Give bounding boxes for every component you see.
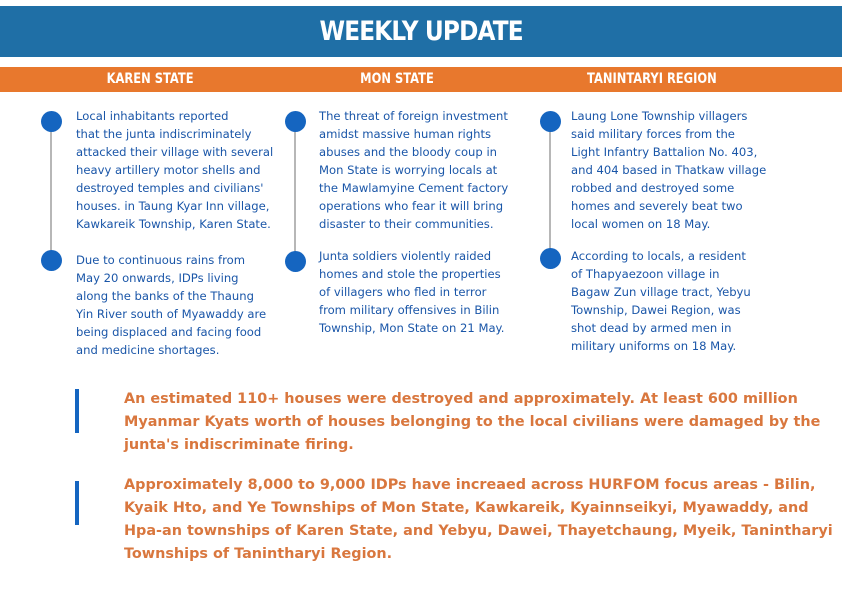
entry-line: robbed and destroyed some [571,181,735,195]
entry-line: that the junta indiscriminately [76,127,252,141]
update-entry [571,247,751,355]
entry-line: May 20 onwards, IDPs living [76,271,239,285]
timeline-line [294,122,296,262]
stat-callout-idps [124,474,833,566]
entry-line: Township, Mon State on 21 May. [319,321,505,335]
update-entry [76,251,266,359]
entry-line: Junta soldiers violently raided [319,249,492,263]
stat-line: Approximately 8,000 to 9,000 IDPs have increaed across HURFOM focus areas - Bilin, [124,477,816,493]
page-title: WEEKLY UPDATE [319,16,523,47]
entry-line: attacked their village with several [76,145,274,159]
entry-line: Kawkareik Township, Karen State. [76,217,271,231]
entry-line: abuses and the bloody coup in [319,145,498,159]
timeline-dot [285,111,306,132]
entry-line: the Mawlamyine Cement factory [319,181,509,195]
entry-line: and medicine shortages. [76,343,220,357]
stat-line: Townships of Tanintharyi Region. [124,546,393,562]
stat-line: Kyaik Hto, and Ye Townships of Mon State, Kawkareik, Kyainnseikyi, Myawaddy, and [124,500,809,516]
stat-line: junta's indiscriminate firing. [124,437,354,453]
region-label-tanintaryi: TANINTARYI REGION [587,71,717,87]
timeline-line [549,122,551,259]
stat-callout-houses [124,388,820,457]
timeline-line [50,122,52,260]
entry-line: disaster to their communities. [319,217,494,231]
entry-line: of villagers who fled in terror [319,285,487,299]
timeline-dot [540,111,561,132]
entry-line: of Thapyaezoon village in [571,267,720,281]
entry-line: operations who fear it will bring [319,199,504,213]
entry-line: According to locals, a resident [571,249,746,263]
update-entry [571,107,766,233]
region-header-bar [0,67,842,92]
entry-line: homes and severely beat two [571,199,743,213]
entry-line: Yin River south of Myawaddy are [76,307,267,321]
entry-line: local women on 18 May. [571,217,711,231]
stat-line: Hpa-an townships of Karen State, and Yebyu, Dawei, Thayetchaung, Myeik, Tanintharyi [124,523,833,539]
entry-line: Light Infantry Battalion No. 403, [571,145,758,159]
entry-line: said military forces from the [571,127,735,141]
timeline-dot [41,250,62,271]
entry-line: heavy artillery motor shells and [76,163,261,177]
entry-line: houses. in Taung Kyar Inn village, [76,199,270,213]
timeline-dot [41,111,62,132]
stat-line: An estimated 110+ houses were destroyed and approximately. At least 600 million [124,391,798,407]
entry-line: amidst massive human rights [319,127,492,141]
entry-line: and 404 based in Thatkaw village [571,163,767,177]
title-banner [0,6,842,57]
quote-bar [75,481,79,525]
entry-line: The threat of foreign investment [319,109,508,123]
entry-line: homes and stole the properties [319,267,501,281]
entry-line: Laung Lone Township villagers [571,109,748,123]
timeline-dot [540,248,561,269]
entry-line: destroyed temples and civilians' [76,181,264,195]
entry-line: Bagaw Zun village tract, Yebyu [571,285,751,299]
stat-line: Myanmar Kyats worth of houses belonging to the local civilians were damaged by the [124,414,821,430]
entry-line: Mon State is worrying locals at [319,163,498,177]
entry-line: along the banks of the Thaung [76,289,254,303]
update-entry [319,247,504,337]
entry-line: from military offensives in Bilin [319,303,500,317]
update-entry [76,107,273,233]
entry-line: military uniforms on 18 May. [571,339,737,353]
entry-line: shot dead by armed men in [571,321,732,335]
update-entry [319,107,508,233]
quote-bar [75,389,79,433]
entry-line: Township, Dawei Region, was [571,303,741,317]
region-label-karen: KAREN STATE [106,71,194,87]
entry-line: being displaced and facing food [76,325,262,339]
timeline-dot [285,251,306,272]
region-label-mon: MON STATE [360,71,434,87]
entry-line: Local inhabitants reported [76,109,229,123]
entry-line: Due to continuous rains from [76,253,246,267]
